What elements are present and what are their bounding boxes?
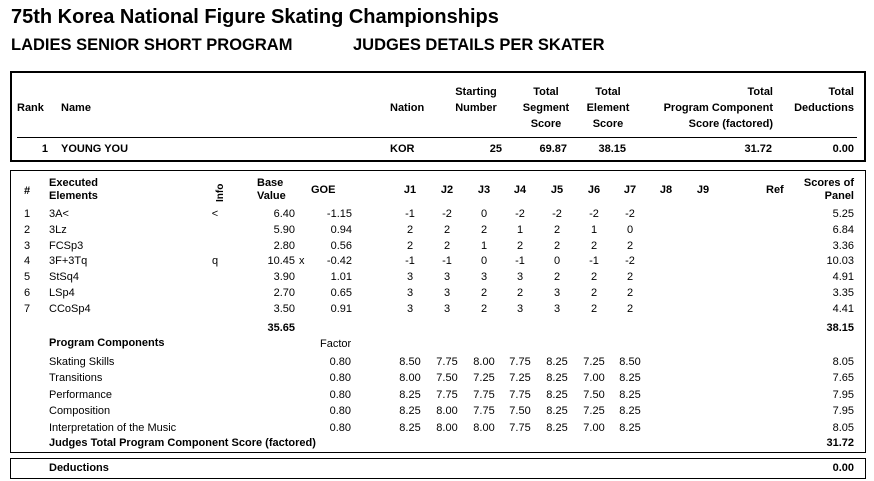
component-factor: 0.80 <box>329 356 351 368</box>
component-judge-score: 7.75 <box>509 356 531 368</box>
element-judge-score: 1 <box>480 240 488 252</box>
element-judge-score: 2 <box>480 224 488 236</box>
nation-header: Nation <box>390 102 425 114</box>
element-judge-score: -1 <box>405 208 415 220</box>
element-judge-score: 3 <box>406 271 414 283</box>
component-judge-score: 7.25 <box>583 405 605 417</box>
component-judge-score: 8.25 <box>546 372 568 384</box>
component-judge-score: 8.00 <box>399 372 421 384</box>
element-judge-score: 3 <box>443 271 451 283</box>
element-judge-score: 3 <box>553 287 561 299</box>
element-judge-score: 2 <box>590 303 598 315</box>
element-judge-score: 0 <box>626 224 634 236</box>
component-panel-score: 7.95 <box>832 389 854 401</box>
component-judge-score: 8.25 <box>399 389 421 401</box>
name-header: Name <box>61 102 91 114</box>
judge-header-4: J4 <box>513 184 527 196</box>
component-factor: 0.80 <box>329 422 351 434</box>
component-judge-score: 8.25 <box>399 422 421 434</box>
element-score-header-1: Total <box>595 86 621 98</box>
component-judge-score: 7.75 <box>436 356 458 368</box>
element-goe: -0.42 <box>326 255 352 267</box>
element-judge-score: 2 <box>480 287 488 299</box>
element-judge-score: -2 <box>625 208 635 220</box>
summary-divider <box>17 137 857 138</box>
element-goe: 0.94 <box>330 224 352 236</box>
element-name: StSq4 <box>49 271 79 283</box>
skater-element-score: 38.15 <box>598 143 626 155</box>
component-judge-score: 7.75 <box>509 422 531 434</box>
element-judge-score: 2 <box>590 287 598 299</box>
element-base-value: 10.45 <box>267 255 295 267</box>
element-judge-score: -1 <box>589 255 599 267</box>
component-judge-score: 7.75 <box>473 405 495 417</box>
element-judge-score: 1 <box>516 224 524 236</box>
component-judge-score: 7.50 <box>509 405 531 417</box>
component-factor: 0.80 <box>329 389 351 401</box>
components-header: Program Components <box>49 337 165 349</box>
component-judge-score: 8.25 <box>399 405 421 417</box>
element-judge-score: 2 <box>443 240 451 252</box>
element-judge-score: 2 <box>516 240 524 252</box>
element-base-value: 3.50 <box>273 303 295 315</box>
element-judge-score: 0 <box>480 208 488 220</box>
judge-header-3: J3 <box>477 184 491 196</box>
element-judge-score: 3 <box>443 303 451 315</box>
skater-starting-number: 25 <box>489 143 502 155</box>
judge-header-8: J8 <box>659 184 673 196</box>
element-judge-score: 3 <box>516 303 524 315</box>
element-base-value: 2.80 <box>273 240 295 252</box>
element-judge-score: 3 <box>443 287 451 299</box>
scores-header-2: Panel <box>824 190 854 202</box>
segment-score-header-2: Segment <box>522 102 570 114</box>
element-name: CCoSp4 <box>49 303 91 315</box>
base-total: 35.65 <box>267 322 295 334</box>
goe-header: GOE <box>311 184 336 196</box>
element-score-header-3: Score <box>592 118 624 130</box>
component-judge-score: 8.25 <box>619 422 641 434</box>
component-panel-score: 7.95 <box>832 405 854 417</box>
element-base-value: 5.90 <box>273 224 295 236</box>
scores-header-1: Scores of <box>803 177 854 189</box>
component-judge-score: 8.00 <box>436 405 458 417</box>
component-judge-score: 7.75 <box>509 389 531 401</box>
component-judge-score: 7.25 <box>473 372 495 384</box>
page-title: 75th Korea National Figure Skating Championships <box>11 6 499 28</box>
element-number: 6 <box>24 287 31 299</box>
component-judge-score: 8.50 <box>619 356 641 368</box>
element-judge-score: 1 <box>590 224 598 236</box>
element-judge-score: -2 <box>589 208 599 220</box>
element-judge-score: -2 <box>625 255 635 267</box>
judge-header-5: J5 <box>550 184 564 196</box>
element-judge-score: 0 <box>480 255 488 267</box>
component-judge-score: 8.25 <box>619 405 641 417</box>
elements-score-total: 38.15 <box>826 322 854 334</box>
element-panel-score: 5.25 <box>832 208 854 220</box>
component-panel-score: 8.05 <box>832 356 854 368</box>
element-judge-score: 2 <box>590 240 598 252</box>
component-panel-score: 8.05 <box>832 422 854 434</box>
element-panel-score: 4.41 <box>832 303 854 315</box>
element-info: < <box>211 208 219 220</box>
executed-header-2: Elements <box>49 190 98 202</box>
element-panel-score: 3.35 <box>832 287 854 299</box>
component-judge-score: 7.50 <box>583 389 605 401</box>
component-judge-score: 8.50 <box>399 356 421 368</box>
element-judge-score: -2 <box>442 208 452 220</box>
base-header-2: Value <box>257 190 286 202</box>
element-judge-score: 2 <box>443 224 451 236</box>
skater-nation: KOR <box>390 143 415 155</box>
element-goe: 1.01 <box>330 271 352 283</box>
element-judge-score: 2 <box>553 224 561 236</box>
event-name: LADIES SENIOR SHORT PROGRAM <box>11 36 293 54</box>
components-total-label: Judges Total Program Component Score (factored) <box>49 437 316 449</box>
component-name: Composition <box>49 405 111 417</box>
component-judge-score: 7.25 <box>583 356 605 368</box>
judge-header-7: J7 <box>623 184 637 196</box>
component-factor: 0.80 <box>329 405 351 417</box>
element-judge-score: 2 <box>626 240 634 252</box>
skater-rank: 1 <box>41 143 48 155</box>
component-judge-score: 8.25 <box>546 356 568 368</box>
executed-header-1: Executed <box>49 177 98 189</box>
component-judge-score: 8.00 <box>436 422 458 434</box>
element-number: 1 <box>24 208 31 220</box>
element-panel-score: 4.91 <box>832 271 854 283</box>
num-header: # <box>24 185 31 197</box>
element-name: 3F+3Tq <box>49 255 88 267</box>
rank-header: Rank <box>17 102 44 114</box>
element-judge-score: 3 <box>406 303 414 315</box>
element-judge-score: -1 <box>442 255 452 267</box>
component-name: Interpretation of the Music <box>49 422 177 434</box>
element-name: 3Lz <box>49 224 67 236</box>
deductions-header-2: Deductions <box>794 102 854 114</box>
element-base-value: 2.70 <box>273 287 295 299</box>
judge-header-6: J6 <box>587 184 601 196</box>
element-panel-score: 10.03 <box>826 255 854 267</box>
element-panel-score: 6.84 <box>832 224 854 236</box>
element-judge-score: 2 <box>553 271 561 283</box>
element-judge-score: 2 <box>626 303 634 315</box>
element-judge-score: 2 <box>553 240 561 252</box>
element-judge-score: -2 <box>515 208 525 220</box>
element-panel-score: 3.36 <box>832 240 854 252</box>
component-judge-score: 7.75 <box>436 389 458 401</box>
element-judge-score: 2 <box>406 240 414 252</box>
skater-pcs-score: 31.72 <box>744 143 772 155</box>
element-goe: 0.56 <box>330 240 352 252</box>
element-judge-score: 0 <box>553 255 561 267</box>
deductions-box <box>10 458 866 479</box>
component-judge-score: 7.75 <box>473 389 495 401</box>
components-total-score: 31.72 <box>826 437 854 449</box>
element-name: 3A< <box>49 208 69 220</box>
component-judge-score: 7.00 <box>583 422 605 434</box>
element-x-marker: x <box>299 255 305 267</box>
judge-header-2: J2 <box>440 184 454 196</box>
ref-header: Ref <box>766 184 784 196</box>
element-judge-score: -1 <box>515 255 525 267</box>
skater-deductions: 0.00 <box>832 143 854 155</box>
report-type: JUDGES DETAILS PER SKATER <box>353 36 605 54</box>
segment-score-header-1: Total <box>533 86 559 98</box>
element-name: FCSp3 <box>49 240 84 252</box>
element-judge-score: 2 <box>516 287 524 299</box>
starting-number-header-2: Number <box>455 102 497 114</box>
element-info: q <box>211 255 219 267</box>
element-base-value: 6.40 <box>273 208 295 220</box>
element-goe: -1.15 <box>326 208 352 220</box>
component-panel-score: 7.65 <box>832 372 854 384</box>
skater-segment-score: 69.87 <box>539 143 567 155</box>
component-judge-score: 8.25 <box>546 389 568 401</box>
component-judge-score: 7.50 <box>436 372 458 384</box>
deductions-value: 0.00 <box>832 462 854 474</box>
deductions-label: Deductions <box>49 462 109 474</box>
element-judge-score: 2 <box>406 224 414 236</box>
component-name: Skating Skills <box>49 356 115 368</box>
element-judge-score: 2 <box>590 271 598 283</box>
judge-header-9: J9 <box>696 184 710 196</box>
element-name: LSp4 <box>49 287 75 299</box>
pcs-header-3: Score (factored) <box>688 118 773 130</box>
component-name: Performance <box>49 389 112 401</box>
component-judge-score: 8.25 <box>546 405 568 417</box>
skater-name: YOUNG YOU <box>61 143 129 155</box>
factor-header: Factor <box>320 338 352 350</box>
base-header-1: Base <box>257 177 284 189</box>
element-goe: 0.91 <box>330 303 352 315</box>
element-judge-score: 2 <box>626 287 634 299</box>
element-number: 2 <box>24 224 31 236</box>
element-judge-score: 3 <box>553 303 561 315</box>
component-judge-score: 8.25 <box>546 422 568 434</box>
component-name: Transitions <box>49 372 103 384</box>
element-judge-score: 3 <box>406 287 414 299</box>
pcs-header-2: Program Component <box>663 102 773 114</box>
starting-number-header-1: Starting <box>455 86 497 98</box>
element-judge-score: -2 <box>552 208 562 220</box>
element-number: 7 <box>24 303 31 315</box>
element-number: 4 <box>24 255 31 267</box>
component-judge-score: 7.00 <box>583 372 605 384</box>
component-judge-score: 7.25 <box>509 372 531 384</box>
segment-score-header-3: Score <box>530 118 562 130</box>
info-header: Info <box>215 183 226 202</box>
element-judge-score: 2 <box>480 303 488 315</box>
element-judge-score: 3 <box>516 271 524 283</box>
element-base-value: 3.90 <box>273 271 295 283</box>
pcs-header-1: Total <box>747 86 773 98</box>
element-judge-score: -1 <box>405 255 415 267</box>
component-judge-score: 8.25 <box>619 372 641 384</box>
judge-header-1: J1 <box>403 184 417 196</box>
component-judge-score: 8.25 <box>619 389 641 401</box>
component-judge-score: 8.00 <box>473 422 495 434</box>
element-judge-score: 3 <box>480 271 488 283</box>
component-factor: 0.80 <box>329 372 351 384</box>
element-number: 3 <box>24 240 31 252</box>
element-score-header-2: Element <box>586 102 630 114</box>
element-number: 5 <box>24 271 31 283</box>
deductions-header-1: Total <box>828 86 854 98</box>
element-judge-score: 2 <box>626 271 634 283</box>
component-judge-score: 8.00 <box>473 356 495 368</box>
element-goe: 0.65 <box>330 287 352 299</box>
